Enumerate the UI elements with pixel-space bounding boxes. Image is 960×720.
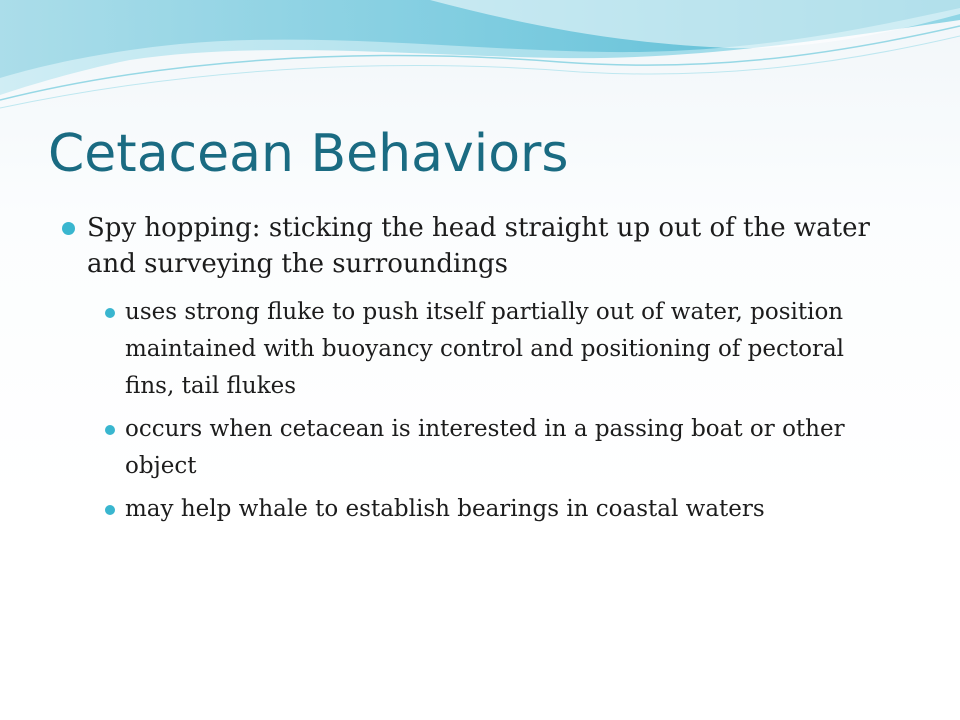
sub-bullet-dot-icon: [105, 425, 115, 435]
sub-bullet-text: uses strong fluke to push itself partially out of water, position maintained with buoyancy control and positioning of pectoral fins, tail flukes: [125, 299, 845, 399]
wave-header-decoration: [0, 0, 960, 120]
sub-bullet-list: [62, 294, 892, 528]
slide-title: Cetacean Behaviors: [48, 124, 569, 184]
bullet-list: [62, 210, 892, 534]
sub-bullet-item: [99, 294, 892, 405]
sub-bullet-text: occurs when cetacean is interested in a passing boat or other object: [125, 416, 845, 479]
sub-bullet-text: may help whale to establish bearings in coastal waters: [125, 496, 765, 522]
bullet-text: Spy hopping: sticking the head straight up out of the water and surveying the surroundings: [87, 213, 870, 279]
bullet-dot-icon: [62, 222, 75, 235]
sub-bullet-item: [99, 491, 892, 528]
bullet-item-spy-hopping: [62, 210, 892, 282]
sub-bullet-dot-icon: [105, 308, 115, 318]
sub-bullet-dot-icon: [105, 505, 115, 515]
sub-bullet-item: [99, 411, 892, 485]
